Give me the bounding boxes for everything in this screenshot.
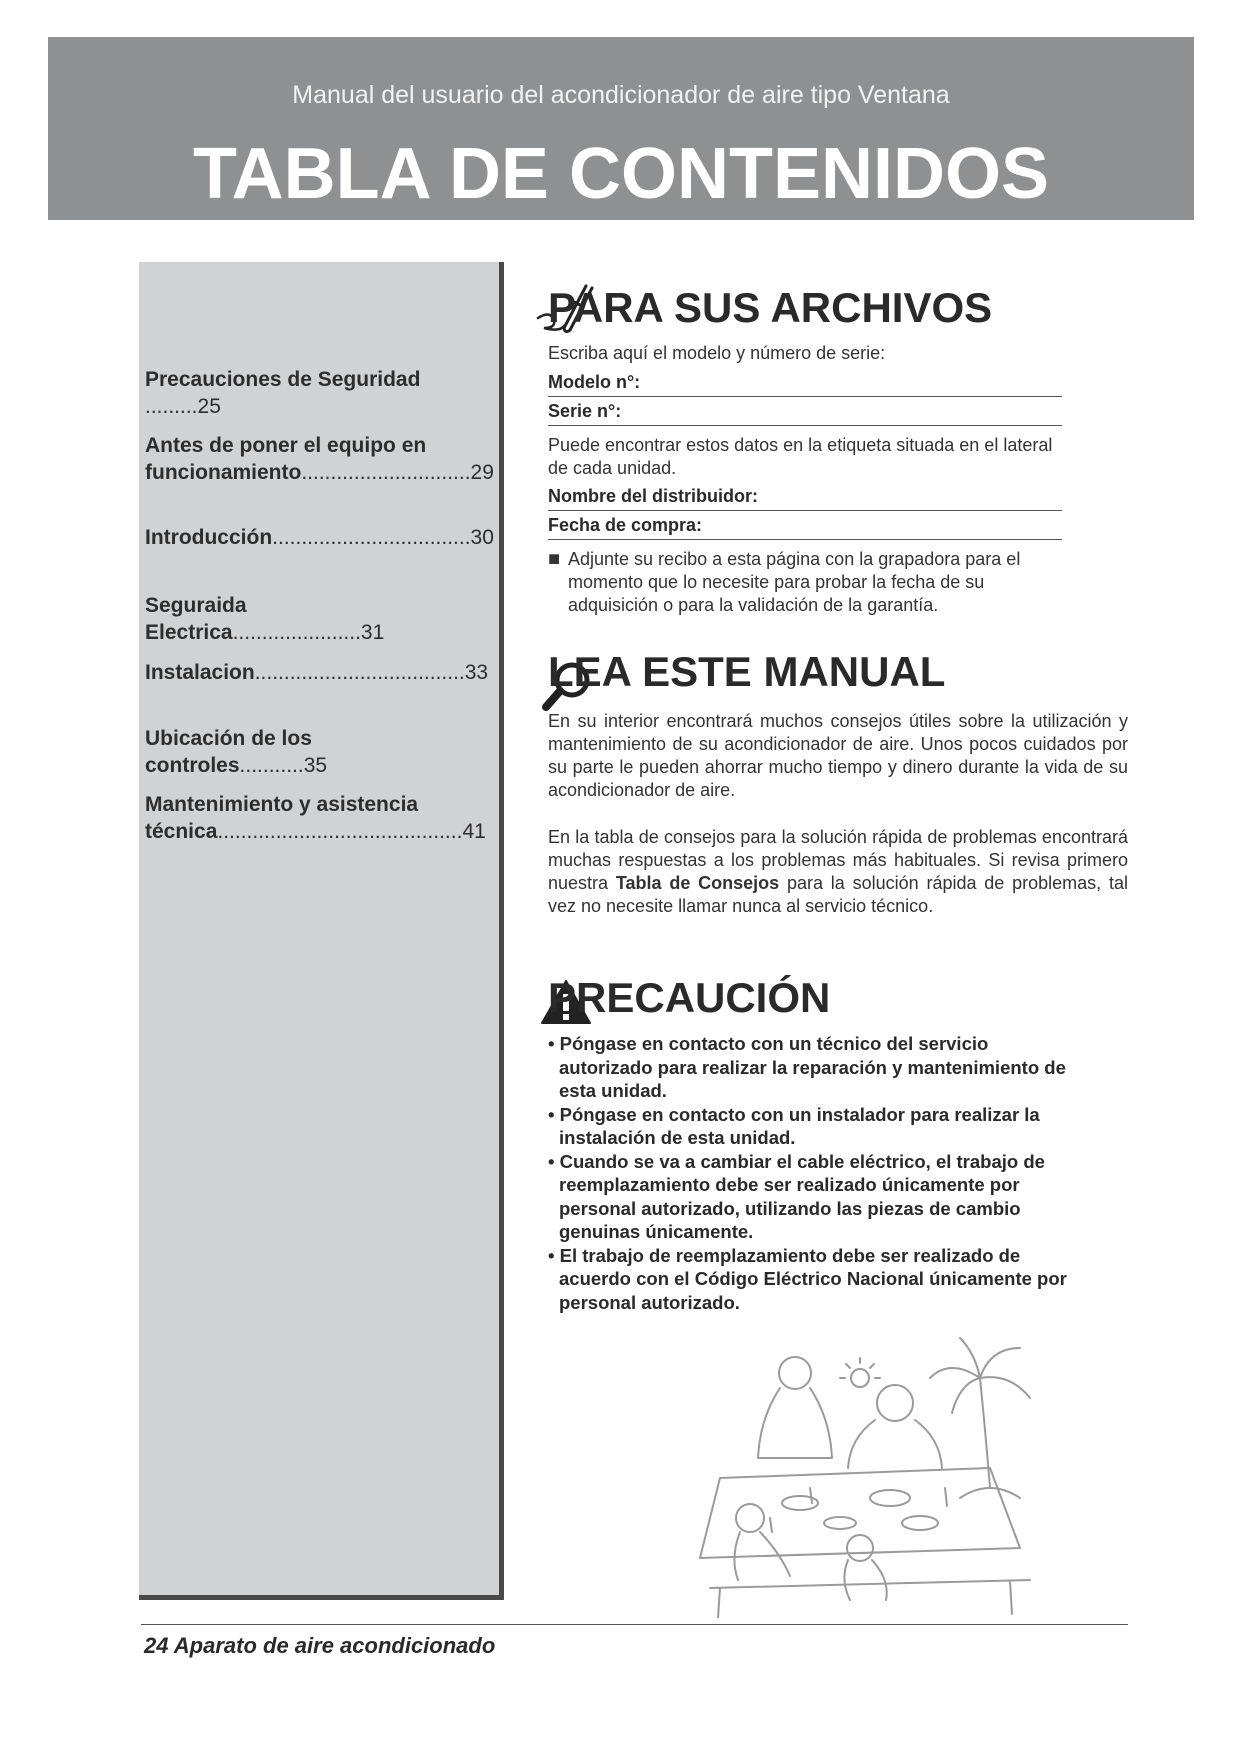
toc-item-antes[interactable] <box>145 432 494 486</box>
caution-item: • Póngase en contacto con un instalador para realizar la instalación de esta unidad. <box>548 1103 1040 1148</box>
toc-item-dots: .................................. <box>272 526 471 549</box>
toc-item-controles[interactable] <box>145 725 490 779</box>
toc-item-page: 33 <box>464 661 489 684</box>
toc-item-page: 30 <box>470 526 494 549</box>
dealer-name-field[interactable]: Nombre del distribuidor: <box>548 486 1062 511</box>
toc-item-page: 31 <box>360 621 385 644</box>
caution-item: • El trabajo de reemplazamiento debe ser realizado de acuerdo con el Código Eléctrico Nacional únicamente por personal autorizado. <box>548 1244 1067 1313</box>
toc-item-title-line1: Mantenimiento y asistencia <box>145 793 419 816</box>
toc-item-instalacion[interactable] <box>145 659 490 686</box>
footer-divider <box>141 1624 1128 1625</box>
receipt-bullet: ■ <box>548 548 561 570</box>
toc-item-title-line1: Antes de poner el equipo en <box>145 434 427 457</box>
caution-heading: PRECAUCIÓN <box>548 974 831 1021</box>
manual-heading: LEA ESTE MANUAL <box>548 648 946 695</box>
purchase-date-field[interactable]: Fecha de compra: <box>548 515 1062 540</box>
toc-item-dots: ...................... <box>232 621 361 644</box>
toc-item-page: 25 <box>197 395 221 418</box>
toc-item-title: funcionamiento <box>145 461 302 484</box>
toc-item-electrica[interactable] <box>145 592 490 646</box>
toc-item-title: Ubicación de los controles <box>145 727 312 777</box>
toc-item-title: Instalacion <box>145 661 255 684</box>
toc-item-title: Introducción <box>145 526 273 549</box>
label-location-note: Puede encontrar estos datos en la etiqueta situada en el lateral de cada unidad. <box>548 435 1053 478</box>
toc-item-title: Seguraida Electrica <box>145 594 247 644</box>
page-title: TABLA DE CONTENIDOS <box>193 134 1049 214</box>
model-number-field[interactable]: Modelo n°: <box>548 372 1062 397</box>
toc-item-dots: ............................. <box>301 461 471 484</box>
header-banner <box>48 37 1194 220</box>
toc-item-page: 35 <box>303 754 328 777</box>
toc-item-title: técnica <box>145 820 218 843</box>
toc-item-introduccion[interactable] <box>145 524 494 551</box>
family-picnic-illustration <box>690 1318 1060 1618</box>
toc-sidebar <box>139 262 504 1600</box>
toc-item-seguridad[interactable] <box>145 366 490 420</box>
manual-paragraph-2 <box>548 826 1128 918</box>
page-footer: 24 Aparato de aire acondicionado <box>144 1633 496 1658</box>
records-intro: Escriba aquí el modelo y número de serie: <box>548 343 886 363</box>
toc-item-dots: .......................................... <box>217 820 463 843</box>
toc-item-page: 29 <box>470 461 494 484</box>
receipt-note-text: Adjunte su recibo a esta página con la grapadora para el momento que lo necesite para probar la fecha de su adquisición o para la validación de la garantía. <box>568 549 1021 615</box>
toc-item-mantenimiento[interactable] <box>145 791 490 845</box>
manual-paragraph-2-post: para la solución rápida de problemas, tal vez no necesite llamar nunca al servicio técnico. <box>548 873 1128 916</box>
tips-table-reference: Tabla de Consejos <box>615 873 780 893</box>
manual-paragraph-2-pre: En la tabla de consejos para la solución rápida de problemas encontrará muchas respuestas a los problemas más habituales. Si revisa primero nuestra <box>548 827 1128 893</box>
caution-list <box>548 1032 1068 1314</box>
manual-paragraph-1: En su interior encontrará muchos consejos útiles sobre la utilización y mantenimiento de su acondicionador de aire. Unos pocos cuidados por su parte le pueden ahorrar mucho tiempo y dinero durante la vida de su acondicionador de aire. <box>548 711 1128 800</box>
caution-item: • Cuando se va a cambiar el cable eléctrico, el trabajo de reemplazamiento debe ser realizado únicamente por personal autorizado, utilizando las piezas de cambio genuinas únicamente. <box>548 1150 1045 1242</box>
toc-item-title: Precauciones de Seguridad <box>145 368 421 391</box>
manual-subtitle: Manual del usuario del acondicionador de aire tipo Ventana <box>292 81 950 109</box>
caution-item: • Póngase en contacto con un técnico del servicio autorizado para realizar la reparación y mantenimiento de esta unidad. <box>548 1033 1066 1101</box>
toc-item-dots: ......... <box>145 395 198 418</box>
toc-item-dots: ........... <box>239 754 304 777</box>
serial-number-field[interactable]: Serie n°: <box>548 401 1062 426</box>
toc-item-page: 41 <box>462 820 486 843</box>
records-heading: PARA SUS ARCHIVOS <box>548 284 993 331</box>
toc-item-dots: .................................... <box>254 661 465 684</box>
receipt-note <box>548 548 1068 617</box>
